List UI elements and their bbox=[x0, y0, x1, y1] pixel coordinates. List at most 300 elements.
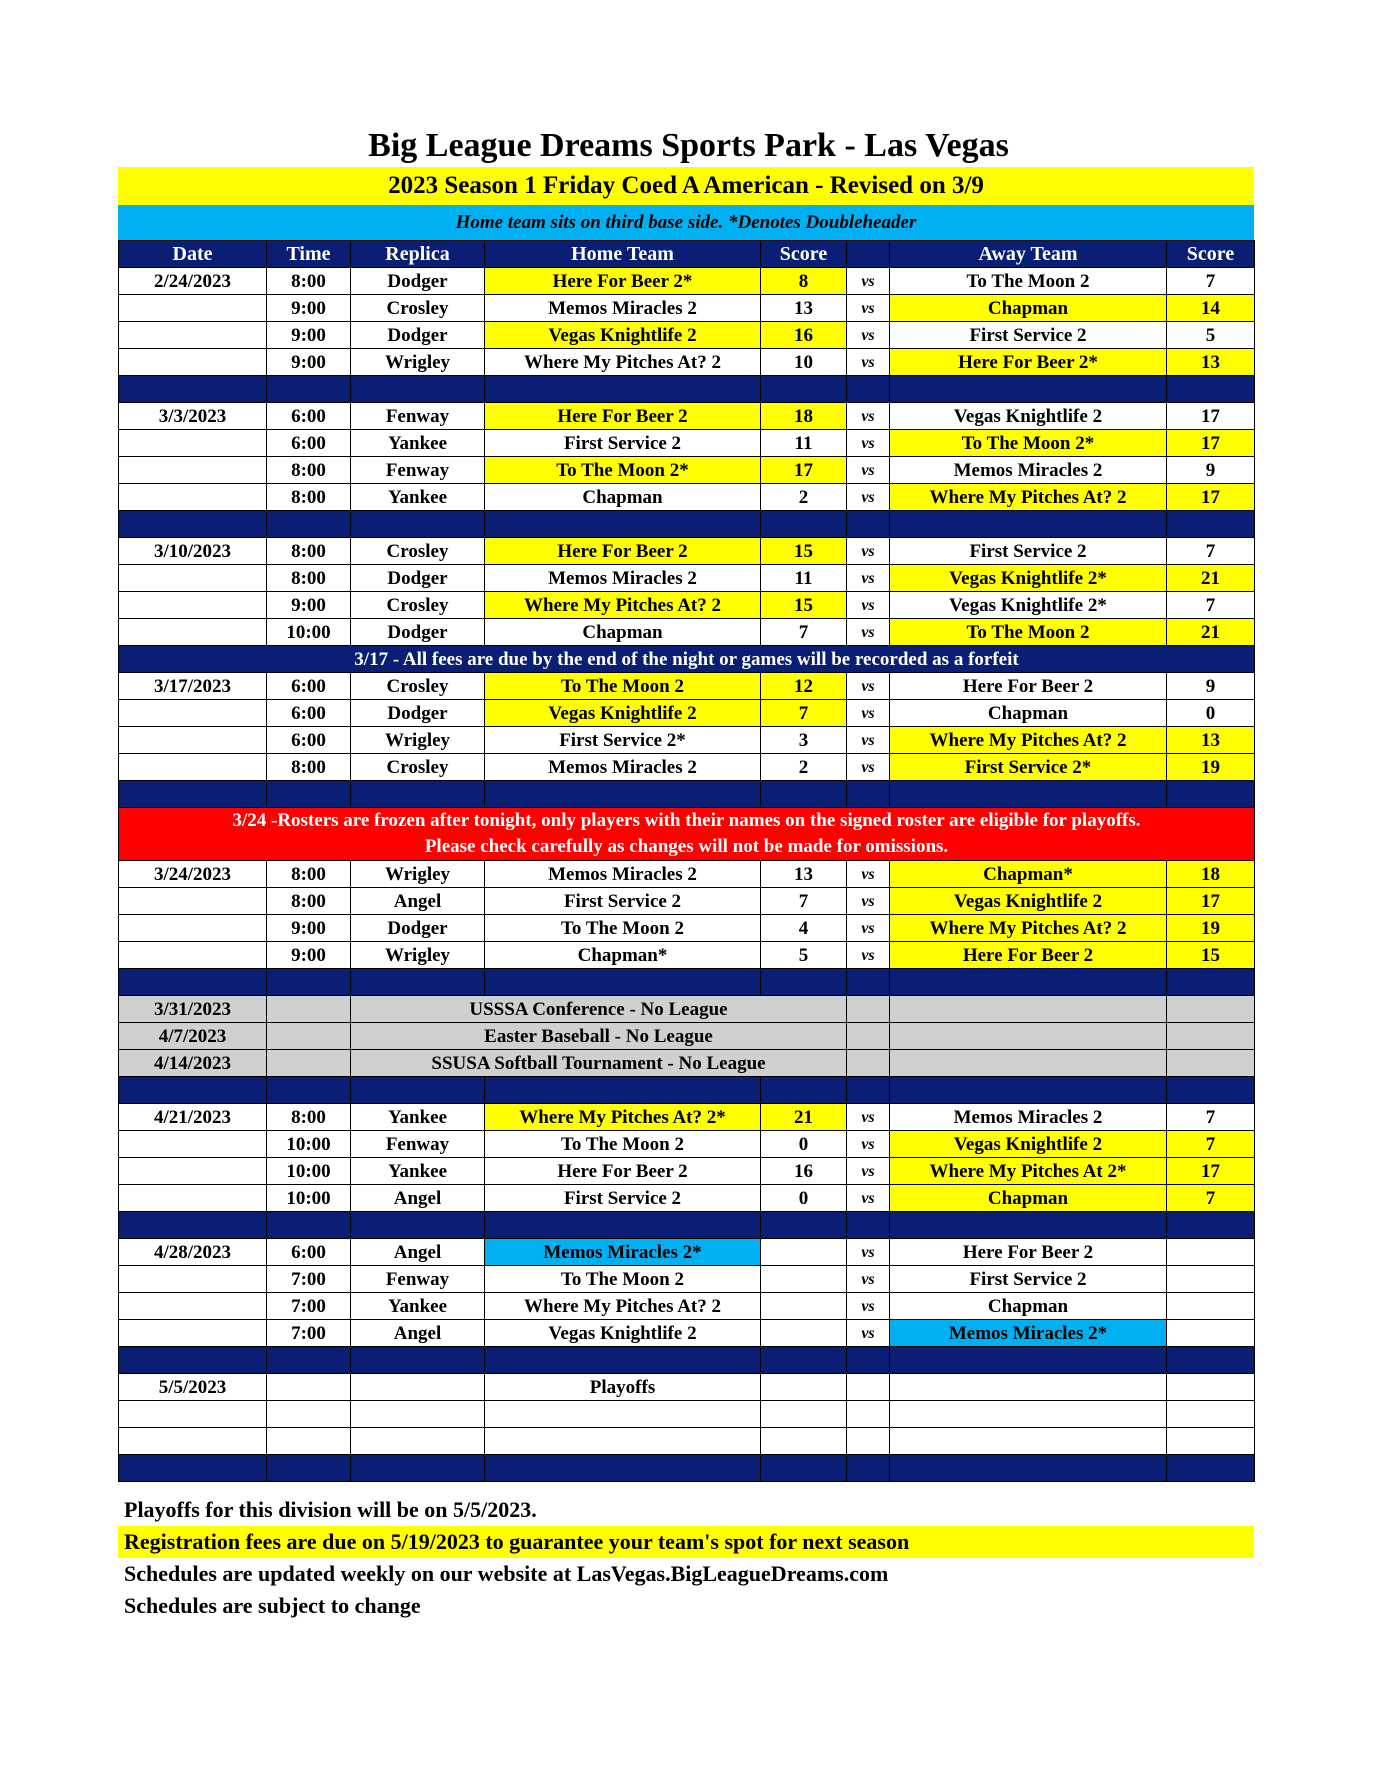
no-league-reason: Easter Baseball - No League bbox=[351, 1023, 847, 1050]
week-separator bbox=[119, 1347, 1255, 1374]
home-score bbox=[761, 1239, 847, 1266]
home-team: Where My Pitches At? 2 bbox=[485, 592, 761, 619]
vs-label: vs bbox=[847, 295, 890, 322]
away-team: Chapman* bbox=[890, 861, 1167, 888]
home-team: Memos Miracles 2 bbox=[485, 295, 761, 322]
away-team: Here For Beer 2 bbox=[890, 942, 1167, 969]
away-score: 7 bbox=[1167, 538, 1255, 565]
home-score: 0 bbox=[761, 1131, 847, 1158]
home-team: Memos Miracles 2 bbox=[485, 565, 761, 592]
col-date: Date bbox=[119, 241, 267, 268]
game-date bbox=[119, 1320, 267, 1347]
home-score: 16 bbox=[761, 322, 847, 349]
game-time: 8:00 bbox=[267, 888, 351, 915]
vs-label: vs bbox=[847, 673, 890, 700]
empty-cell bbox=[1167, 996, 1255, 1023]
game-field: Angel bbox=[351, 1239, 485, 1266]
home-team: Chapman bbox=[485, 619, 761, 646]
game-row bbox=[119, 1320, 1255, 1347]
vs-label: vs bbox=[847, 268, 890, 295]
home-team: Chapman* bbox=[485, 942, 761, 969]
separator-cell bbox=[267, 1347, 351, 1374]
vs-label: vs bbox=[847, 727, 890, 754]
schedule bbox=[118, 167, 1254, 1482]
game-date: 3/17/2023 bbox=[119, 673, 267, 700]
separator-cell bbox=[890, 376, 1167, 403]
separator-cell bbox=[1167, 1347, 1255, 1374]
separator-cell bbox=[267, 511, 351, 538]
game-time bbox=[267, 1401, 351, 1428]
game-field: Dodger bbox=[351, 700, 485, 727]
away-team: Vegas Knightlife 2 bbox=[890, 1131, 1167, 1158]
game-date bbox=[119, 619, 267, 646]
home-score: 21 bbox=[761, 1104, 847, 1131]
game-row bbox=[119, 1293, 1255, 1320]
col-away-team: Away Team bbox=[890, 241, 1167, 268]
home-team: Here For Beer 2 bbox=[485, 403, 761, 430]
away-team: Where My Pitches At? 2 bbox=[890, 915, 1167, 942]
separator-cell bbox=[351, 969, 485, 996]
game-field: Fenway bbox=[351, 457, 485, 484]
separator-cell bbox=[761, 1347, 847, 1374]
col-away-score: Score bbox=[1167, 241, 1255, 268]
away-score: 17 bbox=[1167, 403, 1255, 430]
vs-label: vs bbox=[847, 754, 890, 781]
game-row bbox=[119, 322, 1255, 349]
home-score: 7 bbox=[761, 700, 847, 727]
game-time: 10:00 bbox=[267, 1185, 351, 1212]
separator-cell bbox=[890, 1347, 1167, 1374]
empty-cell bbox=[267, 1023, 351, 1050]
website-note: Schedules are updated weekly on our website at LasVegas.BigLeagueDreams.com bbox=[124, 1561, 889, 1586]
separator-cell bbox=[890, 969, 1167, 996]
game-field: Yankee bbox=[351, 430, 485, 457]
game-row bbox=[119, 1185, 1255, 1212]
empty-cell bbox=[1167, 1023, 1255, 1050]
vs-label: vs bbox=[847, 538, 890, 565]
game-field: Fenway bbox=[351, 1266, 485, 1293]
away-team: Memos Miracles 2* bbox=[890, 1320, 1167, 1347]
separator-cell bbox=[847, 781, 890, 808]
home-score: 12 bbox=[761, 673, 847, 700]
away-team: Here For Beer 2 bbox=[890, 673, 1167, 700]
away-team bbox=[890, 1401, 1167, 1428]
away-team: Vegas Knightlife 2* bbox=[890, 565, 1167, 592]
game-date bbox=[119, 727, 267, 754]
empty-cell bbox=[890, 1023, 1167, 1050]
away-score: 21 bbox=[1167, 565, 1255, 592]
home-score: 7 bbox=[761, 619, 847, 646]
separator-cell bbox=[890, 1455, 1167, 1482]
home-score: 16 bbox=[761, 1158, 847, 1185]
game-time: 9:00 bbox=[267, 295, 351, 322]
page-title: Big League Dreams Sports Park - Las Vegas bbox=[368, 127, 1009, 164]
vs-label: vs bbox=[847, 457, 890, 484]
game-row bbox=[119, 349, 1255, 376]
home-score: 15 bbox=[761, 592, 847, 619]
vs-label: vs bbox=[847, 888, 890, 915]
vs-label: vs bbox=[847, 700, 890, 727]
separator-cell bbox=[761, 1077, 847, 1104]
away-score: 14 bbox=[1167, 295, 1255, 322]
game-row bbox=[119, 457, 1255, 484]
no-league-row bbox=[119, 996, 1255, 1023]
separator-cell bbox=[1167, 511, 1255, 538]
separator-cell bbox=[1167, 969, 1255, 996]
game-time: 6:00 bbox=[267, 430, 351, 457]
home-score: 18 bbox=[761, 403, 847, 430]
schedule-body bbox=[119, 268, 1255, 1482]
separator-cell bbox=[1167, 376, 1255, 403]
away-score: 7 bbox=[1167, 1104, 1255, 1131]
game-field bbox=[351, 1374, 485, 1401]
home-team: Memos Miracles 2 bbox=[485, 861, 761, 888]
separator-cell bbox=[890, 1212, 1167, 1239]
game-time: 9:00 bbox=[267, 915, 351, 942]
week-separator bbox=[119, 1077, 1255, 1104]
game-field: Dodger bbox=[351, 915, 485, 942]
away-score: 15 bbox=[1167, 942, 1255, 969]
game-time: 8:00 bbox=[267, 754, 351, 781]
game-row bbox=[119, 1428, 1255, 1455]
away-score bbox=[1167, 1374, 1255, 1401]
separator-cell bbox=[761, 781, 847, 808]
vs-label: vs bbox=[847, 1131, 890, 1158]
home-score: 10 bbox=[761, 349, 847, 376]
home-score: 17 bbox=[761, 457, 847, 484]
home-team: Here For Beer 2 bbox=[485, 538, 761, 565]
away-team bbox=[890, 1374, 1167, 1401]
home-team: Vegas Knightlife 2 bbox=[485, 1320, 761, 1347]
separator-cell bbox=[761, 376, 847, 403]
away-score bbox=[1167, 1239, 1255, 1266]
away-team: First Service 2 bbox=[890, 538, 1167, 565]
game-row bbox=[119, 565, 1255, 592]
game-row bbox=[119, 700, 1255, 727]
game-time: 7:00 bbox=[267, 1266, 351, 1293]
game-field: Crosley bbox=[351, 592, 485, 619]
game-row bbox=[119, 1266, 1255, 1293]
game-row bbox=[119, 592, 1255, 619]
col-vs bbox=[847, 241, 890, 268]
separator-cell bbox=[847, 511, 890, 538]
game-field: Yankee bbox=[351, 1158, 485, 1185]
away-team: Chapman bbox=[890, 295, 1167, 322]
away-team: Memos Miracles 2 bbox=[890, 457, 1167, 484]
home-score: 11 bbox=[761, 565, 847, 592]
game-date bbox=[119, 457, 267, 484]
fees-announcement: 3/17 - All fees are due by the end of the night or games will be recorded as a forfeit bbox=[119, 646, 1255, 673]
game-row bbox=[119, 1401, 1255, 1428]
empty-cell bbox=[847, 1023, 890, 1050]
separator-cell bbox=[847, 376, 890, 403]
separator-cell bbox=[485, 781, 761, 808]
empty-cell bbox=[847, 1050, 890, 1077]
home-score bbox=[761, 1266, 847, 1293]
separator-cell bbox=[267, 1212, 351, 1239]
game-row bbox=[119, 1239, 1255, 1266]
away-team: Vegas Knightlife 2 bbox=[890, 888, 1167, 915]
empty-cell bbox=[267, 996, 351, 1023]
game-date bbox=[119, 322, 267, 349]
game-field: Crosley bbox=[351, 295, 485, 322]
away-score: 13 bbox=[1167, 727, 1255, 754]
game-date bbox=[119, 349, 267, 376]
vs-label: vs bbox=[847, 430, 890, 457]
home-score: 0 bbox=[761, 1185, 847, 1212]
home-score: 15 bbox=[761, 538, 847, 565]
away-score: 7 bbox=[1167, 592, 1255, 619]
home-team bbox=[485, 1428, 761, 1455]
game-time: 10:00 bbox=[267, 1158, 351, 1185]
separator-cell bbox=[847, 969, 890, 996]
game-date: 3/3/2023 bbox=[119, 403, 267, 430]
home-team: Where My Pitches At? 2 bbox=[485, 349, 761, 376]
home-score: 7 bbox=[761, 888, 847, 915]
home-team: To The Moon 2* bbox=[485, 457, 761, 484]
away-score: 19 bbox=[1167, 915, 1255, 942]
game-date bbox=[119, 1131, 267, 1158]
away-team: Chapman bbox=[890, 700, 1167, 727]
separator-cell bbox=[351, 1455, 485, 1482]
no-league-date: 3/31/2023 bbox=[119, 996, 267, 1023]
game-field: Angel bbox=[351, 1320, 485, 1347]
away-team: Here For Beer 2* bbox=[890, 349, 1167, 376]
game-time: 10:00 bbox=[267, 619, 351, 646]
away-score: 9 bbox=[1167, 457, 1255, 484]
home-score: 13 bbox=[761, 861, 847, 888]
schedule-table bbox=[118, 240, 1255, 1482]
separator-cell bbox=[267, 376, 351, 403]
separator-cell bbox=[761, 1212, 847, 1239]
game-date bbox=[119, 565, 267, 592]
roster-alert bbox=[119, 808, 1255, 861]
home-team: To The Moon 2 bbox=[485, 1266, 761, 1293]
away-team: Chapman bbox=[890, 1185, 1167, 1212]
home-score bbox=[761, 1320, 847, 1347]
game-time: 6:00 bbox=[267, 403, 351, 430]
separator-cell bbox=[119, 1347, 267, 1374]
game-date bbox=[119, 942, 267, 969]
separator-cell bbox=[485, 1212, 761, 1239]
home-score: 3 bbox=[761, 727, 847, 754]
separator-cell bbox=[485, 1455, 761, 1482]
game-time: 6:00 bbox=[267, 727, 351, 754]
game-date bbox=[119, 915, 267, 942]
home-team bbox=[485, 1401, 761, 1428]
game-field: Wrigley bbox=[351, 727, 485, 754]
away-team: Where My Pitches At 2* bbox=[890, 1158, 1167, 1185]
vs-label: vs bbox=[847, 942, 890, 969]
game-date bbox=[119, 700, 267, 727]
separator-cell bbox=[761, 511, 847, 538]
game-date bbox=[119, 592, 267, 619]
game-row bbox=[119, 915, 1255, 942]
away-score: 7 bbox=[1167, 1131, 1255, 1158]
home-team: To The Moon 2 bbox=[485, 915, 761, 942]
away-team: Vegas Knightlife 2* bbox=[890, 592, 1167, 619]
game-field: Wrigley bbox=[351, 942, 485, 969]
game-date bbox=[119, 1293, 267, 1320]
game-row bbox=[119, 942, 1255, 969]
game-row bbox=[119, 861, 1255, 888]
game-row bbox=[119, 673, 1255, 700]
vs-label: vs bbox=[847, 619, 890, 646]
vs-label: vs bbox=[847, 322, 890, 349]
week-separator bbox=[119, 1455, 1255, 1482]
away-score: 17 bbox=[1167, 430, 1255, 457]
game-date bbox=[119, 484, 267, 511]
vs-label: vs bbox=[847, 1293, 890, 1320]
separator-cell bbox=[119, 1455, 267, 1482]
home-team: First Service 2* bbox=[485, 727, 761, 754]
game-time: 8:00 bbox=[267, 268, 351, 295]
separator-cell bbox=[351, 1347, 485, 1374]
vs-label: vs bbox=[847, 1158, 890, 1185]
separator-cell bbox=[351, 781, 485, 808]
game-row bbox=[119, 430, 1255, 457]
game-date: 5/5/2023 bbox=[119, 1374, 267, 1401]
week-separator bbox=[119, 781, 1255, 808]
game-field: Angel bbox=[351, 888, 485, 915]
game-field: Crosley bbox=[351, 673, 485, 700]
game-time: 6:00 bbox=[267, 1239, 351, 1266]
separator-cell bbox=[1167, 1455, 1255, 1482]
home-team: Vegas Knightlife 2 bbox=[485, 700, 761, 727]
home-team: Where My Pitches At? 2* bbox=[485, 1104, 761, 1131]
home-score bbox=[761, 1428, 847, 1455]
away-score bbox=[1167, 1293, 1255, 1320]
away-score: 0 bbox=[1167, 700, 1255, 727]
fees-announcement-row bbox=[119, 646, 1255, 673]
game-date bbox=[119, 430, 267, 457]
away-team: To The Moon 2 bbox=[890, 268, 1167, 295]
no-league-reason: SSUSA Softball Tournament - No League bbox=[351, 1050, 847, 1077]
game-row bbox=[119, 1374, 1255, 1401]
game-row bbox=[119, 295, 1255, 322]
game-date bbox=[119, 1401, 267, 1428]
header-row bbox=[119, 241, 1255, 268]
separator-cell bbox=[890, 781, 1167, 808]
game-time bbox=[267, 1428, 351, 1455]
home-team: Chapman bbox=[485, 484, 761, 511]
empty-cell bbox=[890, 1050, 1167, 1077]
game-date bbox=[119, 1266, 267, 1293]
footer-notes bbox=[118, 1494, 1254, 1622]
separator-cell bbox=[485, 969, 761, 996]
home-score bbox=[761, 1401, 847, 1428]
game-field: Yankee bbox=[351, 484, 485, 511]
game-time: 6:00 bbox=[267, 673, 351, 700]
col-time: Time bbox=[267, 241, 351, 268]
roster-alert-line: 3/24 -Rosters are frozen after tonight, only players with their names on the signed roster are eligible for playoffs. bbox=[232, 810, 1141, 831]
empty-cell bbox=[847, 996, 890, 1023]
separator-cell bbox=[485, 511, 761, 538]
away-team: Here For Beer 2 bbox=[890, 1239, 1167, 1266]
away-team: Where My Pitches At? 2 bbox=[890, 727, 1167, 754]
away-team bbox=[890, 1428, 1167, 1455]
away-team: First Service 2* bbox=[890, 754, 1167, 781]
home-score bbox=[761, 1374, 847, 1401]
separator-cell bbox=[351, 511, 485, 538]
separator-cell bbox=[267, 1455, 351, 1482]
home-team: Playoffs bbox=[485, 1374, 761, 1401]
separator-cell bbox=[890, 511, 1167, 538]
away-score: 19 bbox=[1167, 754, 1255, 781]
vs-label: vs bbox=[847, 915, 890, 942]
away-score: 13 bbox=[1167, 349, 1255, 376]
home-team: Here For Beer 2* bbox=[485, 268, 761, 295]
home-score bbox=[761, 1293, 847, 1320]
separator-cell bbox=[761, 1455, 847, 1482]
vs-label: vs bbox=[847, 349, 890, 376]
registration-note: Registration fees are due on 5/19/2023 to guarantee your team's spot for next season bbox=[118, 1526, 1254, 1558]
separator-cell bbox=[267, 1077, 351, 1104]
away-team: Memos Miracles 2 bbox=[890, 1104, 1167, 1131]
separator-cell bbox=[485, 1347, 761, 1374]
change-note: Schedules are subject to change bbox=[124, 1593, 421, 1618]
game-row bbox=[119, 619, 1255, 646]
game-row bbox=[119, 268, 1255, 295]
home-team-note: Home team sits on third base side. *Denotes Doubleheader bbox=[118, 205, 1254, 240]
game-field: Angel bbox=[351, 1185, 485, 1212]
no-league-date: 4/7/2023 bbox=[119, 1023, 267, 1050]
separator-cell bbox=[119, 511, 267, 538]
game-time: 8:00 bbox=[267, 565, 351, 592]
vs-label: vs bbox=[847, 1320, 890, 1347]
game-time: 8:00 bbox=[267, 457, 351, 484]
away-score: 7 bbox=[1167, 268, 1255, 295]
game-row bbox=[119, 727, 1255, 754]
separator-cell bbox=[761, 969, 847, 996]
game-time: 7:00 bbox=[267, 1320, 351, 1347]
vs-label: vs bbox=[847, 1239, 890, 1266]
game-field: Wrigley bbox=[351, 861, 485, 888]
vs-label: vs bbox=[847, 592, 890, 619]
home-score: 2 bbox=[761, 484, 847, 511]
away-score bbox=[1167, 1428, 1255, 1455]
separator-cell bbox=[267, 781, 351, 808]
away-score: 9 bbox=[1167, 673, 1255, 700]
away-team: First Service 2 bbox=[890, 322, 1167, 349]
home-team: First Service 2 bbox=[485, 1185, 761, 1212]
vs-label bbox=[847, 1428, 890, 1455]
away-score bbox=[1167, 1401, 1255, 1428]
empty-cell bbox=[1167, 1050, 1255, 1077]
separator-cell bbox=[351, 376, 485, 403]
game-time: 9:00 bbox=[267, 322, 351, 349]
separator-cell bbox=[847, 1347, 890, 1374]
away-score: 17 bbox=[1167, 1158, 1255, 1185]
game-date bbox=[119, 888, 267, 915]
game-time: 7:00 bbox=[267, 1293, 351, 1320]
away-score bbox=[1167, 1266, 1255, 1293]
away-score: 18 bbox=[1167, 861, 1255, 888]
col-replica: Replica bbox=[351, 241, 485, 268]
game-row bbox=[119, 538, 1255, 565]
home-team: To The Moon 2 bbox=[485, 673, 761, 700]
game-row bbox=[119, 484, 1255, 511]
col-home-score: Score bbox=[761, 241, 847, 268]
game-field: Crosley bbox=[351, 538, 485, 565]
roster-alert-line: Please check carefully as changes will not be made for omissions. bbox=[424, 836, 949, 857]
separator-cell bbox=[847, 1212, 890, 1239]
game-field bbox=[351, 1428, 485, 1455]
game-field: Fenway bbox=[351, 403, 485, 430]
separator-cell bbox=[119, 1212, 267, 1239]
season-subtitle: 2023 Season 1 Friday Coed A American - Revised on 3/9 bbox=[118, 167, 1254, 205]
game-date: 4/28/2023 bbox=[119, 1239, 267, 1266]
